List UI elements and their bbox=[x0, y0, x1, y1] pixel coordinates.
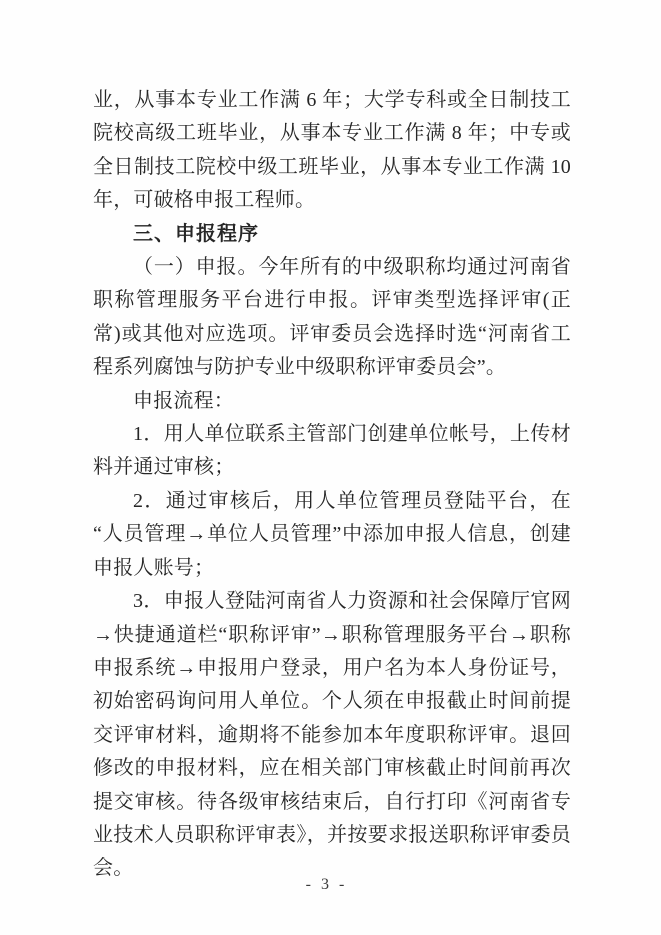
paragraph-step-1: 1．用人单位联系主管部门创建单位帐号，上传材料并通过审核； bbox=[93, 423, 571, 479]
page-number: - 3 - bbox=[305, 876, 348, 893]
page-footer bbox=[0, 876, 653, 894]
paragraph-continuation: 业，从事本专业工作满 6 年；大学专科或全日制技工院校高级工班毕业，从事本专业工作满 8 年；中专或全日制技工院校中级工班毕业，从事本专业工作满 10 年，可破格申报工程师。 bbox=[93, 89, 571, 212]
paragraph-process-label: 申报流程： bbox=[133, 389, 234, 412]
paragraph-step-3: 3．申报人登陆河南省人力资源和社会保障厅官网→快捷通道栏“职称评审”→职称管理服务平台→职称申报系统→申报用户登录，用户名为本人身份证号，初始密码询问用人单位。个人须在申报截止时间前提交评审材料，逾期将不能参加本年度职称评审。退回修改的申报材料，应在相关部门审核截止时间前再次提交审核。待各级审核结束后，自行打印《河南省专业技术人员职称评审表》，并按要求报送职称评审委员会。 bbox=[93, 590, 571, 880]
section-heading: 三、申报程序 bbox=[133, 222, 259, 245]
paragraph-step-2: 2．通过审核后，用人单位管理员登陆平台，在“人员管理→单位人员管理”中添加申报人信息，创建申报人账号； bbox=[93, 489, 571, 579]
paragraph-application: （一）申报。今年所有的中级职称均通过河南省职称管理服务平台进行申报。评审类型选择评审(正常)或其他对应选项。评审委员会选择时选“河南省工程系列腐蚀与防护专业中级职称评审委员会”。 bbox=[93, 256, 571, 379]
document-body bbox=[93, 84, 571, 886]
